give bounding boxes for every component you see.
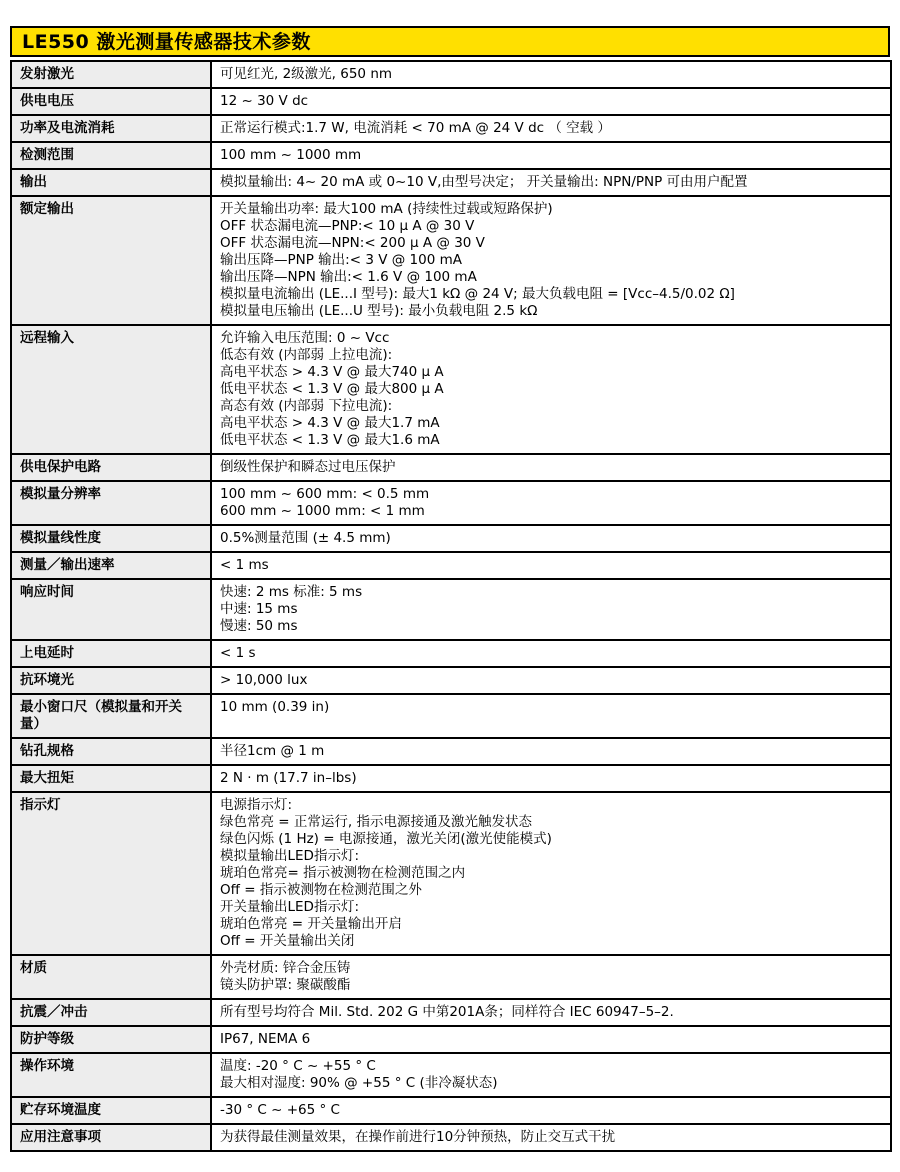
value-line: 模拟量输出: 4~ 20 mA 或 0~10 V,由型号决定； 开关量输出: NPN/PNP 可由用户配置 <box>220 174 748 190</box>
value-line: 最大相对湿度: 90% @ +55 ° C (非冷凝状态) <box>220 1075 498 1091</box>
value-line: 允许输入电压范围: 0 ~ Vcc <box>220 330 390 346</box>
table-row <box>11 667 891 694</box>
row-label: 操作环境 <box>11 1053 211 1097</box>
row-value <box>211 115 891 142</box>
row-value <box>211 88 891 115</box>
table-row <box>11 694 891 738</box>
row-label: 输出 <box>11 169 211 196</box>
row-value <box>211 738 891 765</box>
value-line: 100 mm ~ 600 mm: < 0.5 mm <box>220 486 430 502</box>
value-line: 0.5%测量范围 (± 4.5 mm) <box>220 530 391 546</box>
value-line: 开关量输出功率: 最大100 mA (持续性过载或短路保护) <box>220 201 553 217</box>
row-value <box>211 525 891 552</box>
value-line: 模拟量输出LED指示灯: <box>220 848 359 864</box>
value-line: 可见红光, 2级激光, 650 nm <box>220 66 393 82</box>
value-line: 外壳材质: 锌合金压铸 <box>220 960 351 976</box>
value-line: 电源指示灯: <box>220 797 293 813</box>
value-line: 低电平状态 < 1.3 V @ 最大1.6 mA <box>220 432 440 448</box>
row-value <box>211 999 891 1026</box>
row-value <box>211 169 891 196</box>
row-label: 供电保护电路 <box>11 454 211 481</box>
row-label: 最大扭矩 <box>11 765 211 792</box>
table-row <box>11 999 891 1026</box>
value-line: < 1 ms <box>220 557 269 573</box>
value-line: 低态有效 (内部弱 上拉电流): <box>220 347 393 363</box>
table-row <box>11 169 891 196</box>
row-value <box>211 481 891 525</box>
table-row <box>11 738 891 765</box>
row-value <box>211 667 891 694</box>
value-line: 倒级性保护和瞬态过电压保护 <box>220 459 396 475</box>
value-line: 快速: 2 ms 标准: 5 ms <box>220 584 363 600</box>
value-line: 2 N · m (17.7 in–lbs) <box>220 770 357 786</box>
row-label: 防护等级 <box>11 1026 211 1053</box>
value-line: 高电平状态 > 4.3 V @ 最大1.7 mA <box>220 415 440 431</box>
table-row <box>11 955 891 999</box>
value-line: OFF 状态漏电流—NPN:< 200 μ A @ 30 V <box>220 235 485 251</box>
value-line: OFF 状态漏电流—PNP:< 10 μ A @ 30 V <box>220 218 475 234</box>
table-row <box>11 579 891 640</box>
table-row <box>11 196 891 325</box>
value-line: 12 ~ 30 V dc <box>220 93 309 109</box>
table-row <box>11 142 891 169</box>
value-line: 100 mm ~ 1000 mm <box>220 147 362 163</box>
table-row <box>11 1124 891 1151</box>
table-row <box>11 1026 891 1053</box>
value-line: 所有型号均符合 Mil. Std. 202 G 中第201A条；同样符合 IEC 60947–5–2. <box>220 1004 674 1020</box>
value-line: -30 ° C ~ +65 ° C <box>220 1102 340 1118</box>
page-title: LE550 激光测量传感器技术参数 <box>10 26 890 57</box>
row-value <box>211 694 891 738</box>
value-line: 10 mm (0.39 in) <box>220 699 330 715</box>
row-value <box>211 765 891 792</box>
row-value <box>211 61 891 88</box>
table-row <box>11 552 891 579</box>
row-value <box>211 792 891 955</box>
row-label: 抗震／冲击 <box>11 999 211 1026</box>
row-label: 抗环境光 <box>11 667 211 694</box>
row-label: 指示灯 <box>11 792 211 955</box>
value-line: 绿色闪烁 (1 Hz) = 电源接通，激光关闭(激光使能模式) <box>220 831 552 847</box>
row-value <box>211 579 891 640</box>
row-value <box>211 1124 891 1151</box>
row-label: 发射激光 <box>11 61 211 88</box>
value-line: 绿色常亮 = 正常运行, 指示电源接通及激光触发状态 <box>220 814 532 830</box>
value-line: 高电平状态 > 4.3 V @ 最大740 μ A <box>220 364 444 380</box>
table-row <box>11 525 891 552</box>
row-value <box>211 552 891 579</box>
row-label: 最小窗口尺（模拟量和开关量） <box>11 694 211 738</box>
row-value <box>211 454 891 481</box>
row-label: 额定输出 <box>11 196 211 325</box>
row-label: 远程输入 <box>11 325 211 454</box>
table-row <box>11 88 891 115</box>
row-label: 材质 <box>11 955 211 999</box>
table-row <box>11 481 891 525</box>
value-line: < 1 s <box>220 645 256 661</box>
row-value <box>211 196 891 325</box>
table-row <box>11 115 891 142</box>
value-line: 镜头防护罩: 聚碳酸酯 <box>220 977 351 993</box>
row-value <box>211 1053 891 1097</box>
value-line: 低电平状态 < 1.3 V @ 最大800 μ A <box>220 381 444 397</box>
row-label: 应用注意事项 <box>11 1124 211 1151</box>
value-line: IP67, NEMA 6 <box>220 1031 311 1047</box>
row-value <box>211 325 891 454</box>
table-row <box>11 325 891 454</box>
table-row <box>11 640 891 667</box>
row-label: 贮存环境温度 <box>11 1097 211 1124</box>
row-value <box>211 1026 891 1053</box>
value-line: Off = 指示被测物在检测范围之外 <box>220 882 422 898</box>
value-line: 为获得最佳测量效果，在操作前进行10分钟预热，防止交互式干扰 <box>220 1129 616 1145</box>
row-label: 供电电压 <box>11 88 211 115</box>
row-value <box>211 955 891 999</box>
row-label: 功率及电流消耗 <box>11 115 211 142</box>
row-label: 响应时间 <box>11 579 211 640</box>
value-line: 模拟量电压输出 (LE...U 型号): 最小负载电阻 2.5 kΩ <box>220 303 538 319</box>
row-label: 检测范围 <box>11 142 211 169</box>
value-line: > 10,000 lux <box>220 672 308 688</box>
table-row <box>11 792 891 955</box>
value-line: 半径1cm @ 1 m <box>220 743 325 759</box>
table-row <box>11 1097 891 1124</box>
value-line: Off = 开关量输出关闭 <box>220 933 355 949</box>
value-line: 正常运行模式:1.7 W, 电流消耗 < 70 mA @ 24 V dc （ 空载 ） <box>220 120 611 136</box>
row-label: 模拟量线性度 <box>11 525 211 552</box>
value-line: 模拟量电流输出 (LE...I 型号): 最大1 kΩ @ 24 V; 最大负载电阻 = [Vcc–4.5/0.02 Ω] <box>220 286 735 302</box>
row-label: 钻孔规格 <box>11 738 211 765</box>
table-row <box>11 1053 891 1097</box>
row-value <box>211 1097 891 1124</box>
table-row <box>11 765 891 792</box>
value-line: 高态有效 (内部弱 下拉电流): <box>220 398 393 414</box>
row-value <box>211 142 891 169</box>
value-line: 开关量输出LED指示灯: <box>220 899 359 915</box>
row-value <box>211 640 891 667</box>
value-line: 600 mm ~ 1000 mm: < 1 mm <box>220 503 425 519</box>
row-label: 测量／输出速率 <box>11 552 211 579</box>
table-row <box>11 454 891 481</box>
row-label: 上电延时 <box>11 640 211 667</box>
table-row <box>11 61 891 88</box>
value-line: 琥珀色常亮 = 开关量输出开启 <box>220 916 402 932</box>
spec-table <box>10 60 892 1152</box>
value-line: 输出压降—NPN 输出:< 1.6 V @ 100 mA <box>220 269 477 285</box>
row-label: 模拟量分辨率 <box>11 481 211 525</box>
value-line: 输出压降—PNP 输出:< 3 V @ 100 mA <box>220 252 462 268</box>
value-line: 温度: -20 ° C ~ +55 ° C <box>220 1058 376 1074</box>
value-line: 慢速: 50 ms <box>220 618 298 634</box>
value-line: 琥珀色常亮= 指示被测物在检测范围之内 <box>220 865 466 881</box>
value-line: 中速: 15 ms <box>220 601 298 617</box>
